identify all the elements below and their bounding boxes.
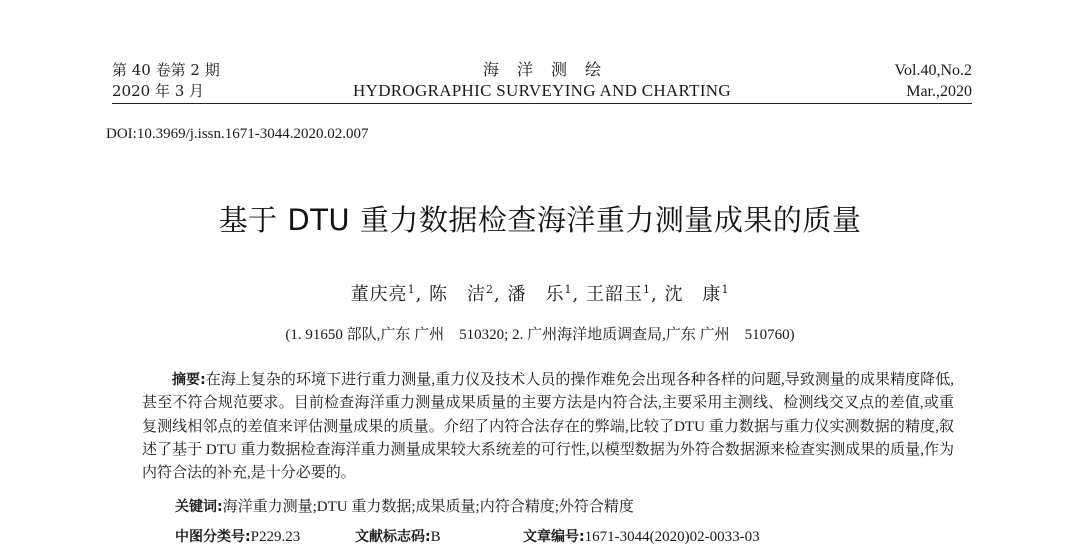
journal-header <box>112 60 972 104</box>
article-number-label: 文章编号: <box>523 529 585 545</box>
date-en: Mar.,2020 <box>906 83 972 100</box>
author-name: 王韶玉 <box>585 284 643 305</box>
abstract-text: 在海上复杂的环境下进行重力测量,重力仪及技术人员的操作难免会出现各种各样的问题,导致测量的成果精度降低,甚至不符合规范要求。目前检查海洋重力测量成果质量的主要方法是内符合法,主要采用主测线、检测线交叉点的差值,或重复测线相邻点的差值来评估测量成果的质量。介绍了内符合法存在的弊端,比较了DTU 重力数据与重力仪实测数据的精度,叙述了基于 DTU 重力数据检查海洋重力测量成果较大系统差的可行性,以模型数据为外符合数据源来检查实测成果的质量,作为内符合法的补充,是十分必要的。 <box>142 372 954 482</box>
author-affiliation-mark: 2 <box>486 283 495 296</box>
volume-issue-en: Vol.40,No.2 <box>894 62 972 79</box>
doi[interactable]: DOI:10.3969/j.issn.1671-3044.2020.02.007 <box>106 126 369 142</box>
date-cn: 2020 年 3 月 <box>112 82 205 100</box>
author-name: 董庆亮 <box>350 284 408 305</box>
header-rule <box>112 103 972 104</box>
keywords-label: 关键词: <box>175 499 223 515</box>
abstract-label: 摘要: <box>172 372 206 388</box>
document-code-label: 文献标志码: <box>355 529 431 545</box>
author-affiliation-mark: 1 <box>564 283 573 296</box>
author-affiliation-mark: 1 <box>642 283 651 296</box>
document-code-value: B <box>430 529 441 545</box>
author-name: 潘 乐 <box>507 284 565 305</box>
volume-issue-cn: 第 40 卷第 2 期 <box>112 61 220 79</box>
classification-row <box>175 526 955 550</box>
clc-value: P229.23 <box>250 529 301 545</box>
article-number <box>523 526 760 546</box>
author-separator: , <box>415 284 423 305</box>
journal-name-en: HYDROGRAPHIC SURVEYING AND CHARTING <box>353 81 731 100</box>
author-name: 陈 洁 <box>429 284 487 305</box>
author-list <box>0 280 1080 306</box>
author-separator: , <box>494 284 501 305</box>
issue-info-cn <box>112 60 220 102</box>
clc-label: 中图分类号: <box>175 529 251 545</box>
keywords-text: 海洋重力测量;DTU 重力数据;成果质量;内符合精度;外符合精度 <box>222 499 634 515</box>
issue-info-en <box>895 60 973 102</box>
journal-name <box>312 60 772 102</box>
abstract <box>142 369 954 485</box>
clc-number <box>175 526 300 546</box>
journal-name-cn: 海洋测绘 <box>482 60 619 79</box>
document-code <box>355 526 441 546</box>
author-separator: , <box>650 284 658 305</box>
author-separator: , <box>572 284 580 305</box>
keywords <box>175 495 634 516</box>
paper-title: 基于 DTU 重力数据检查海洋重力测量成果的质量 <box>218 203 862 237</box>
author-affiliation-mark: 1 <box>407 283 416 296</box>
affiliations: (1. 91650 部队,广东 广州 510320; 2. 广州海洋地质调查局,广东 广州 510760) <box>285 327 795 343</box>
article-number-value: 1671-3044(2020)02-0033-03 <box>584 529 760 545</box>
author-affiliation-mark: 1 <box>721 283 730 296</box>
author-name: 沈 康 <box>664 284 722 305</box>
